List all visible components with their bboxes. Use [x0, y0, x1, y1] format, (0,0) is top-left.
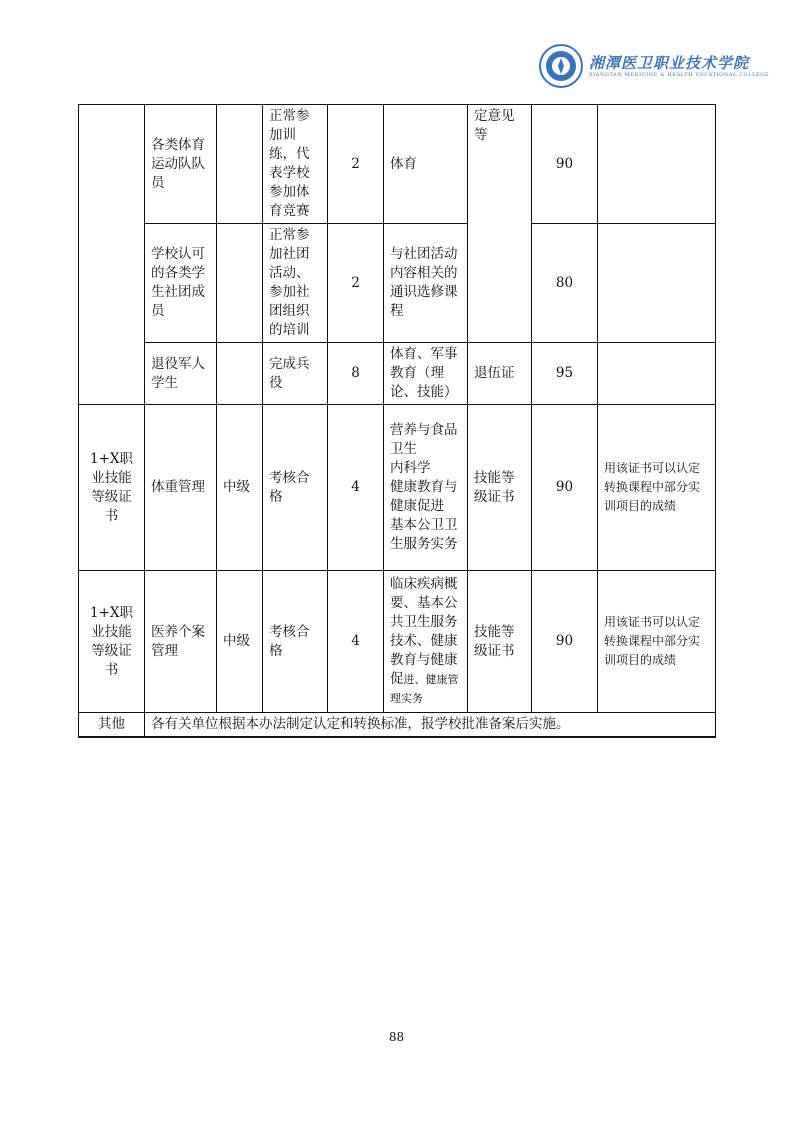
table-cell: 中级 — [217, 571, 263, 713]
table-row — [79, 224, 716, 343]
table-cell: 营养与食品卫生 内科学 健康教育与健康促进 基本公卫卫生服务实务 — [384, 405, 468, 571]
table-cell: 80 — [532, 224, 598, 343]
cell-text: 临床疾病概要、基本公共卫生服务技术、健康教育与健康促 — [390, 576, 458, 687]
table-cell: 90 — [532, 405, 598, 571]
table-cell: 用该证书可以认定转换课程中部分实训项目的成绩 — [598, 571, 716, 713]
table-cell: 2 — [328, 224, 384, 343]
table-cell: 考核合格 — [263, 405, 328, 571]
table-row — [79, 405, 716, 571]
table-cell: 1+X职业技能等级证书 — [79, 571, 145, 713]
table-cell: 95 — [532, 343, 598, 405]
table-cell: 体育、军事教育（理论、技能） — [384, 343, 468, 405]
table-cell: 4 — [328, 571, 384, 713]
page-number: 88 — [388, 1030, 405, 1044]
college-name: 湘潭医卫职业技术学院 — [589, 54, 750, 72]
table-cell — [217, 224, 263, 343]
table-cell: 考核合格 — [263, 571, 328, 713]
table-cell: 学校认可的各类学生社团成员 — [145, 224, 217, 343]
table-row — [79, 105, 716, 224]
table-cell: 退伍证 — [468, 343, 532, 405]
table-row — [79, 571, 716, 713]
table-cell: 正常参加社团活动、参加社团组织的培训 — [263, 224, 328, 343]
table-cell: 技能等级证书 — [468, 405, 532, 571]
table-cell — [217, 343, 263, 405]
table-cell: 医养个案管理 — [145, 571, 217, 713]
table-cell: 用该证书可以认定转换课程中部分实训项目的成绩 — [598, 405, 716, 571]
table-cell — [384, 571, 468, 713]
table-cell — [598, 105, 716, 224]
table-cell: 各类体育运动队队员 — [145, 105, 217, 224]
college-logo-icon — [539, 44, 583, 88]
table-cell: 其他 — [79, 713, 145, 738]
table-cell: 与社团活动内容相关的通识选修课程 — [384, 224, 468, 343]
table-cell: 体重管理 — [145, 405, 217, 571]
table-cell: 90 — [532, 571, 598, 713]
college-name-english: XIANGTAN MEDICINE & HEALTH VOCATIONAL COLLEGE — [589, 72, 770, 78]
table-cell: 技能等级证书 — [468, 571, 532, 713]
table-cell: 1+X职业技能等级证书 — [79, 405, 145, 571]
table-row — [79, 713, 716, 738]
table-cell: 退役军人学生 — [145, 343, 217, 405]
table-cell: 各有关单位根据本办法制定认定和转换标准，报学校批准备案后实施。 — [145, 713, 716, 738]
table-cell: 8 — [328, 343, 384, 405]
table-cell — [598, 343, 716, 405]
table-cell: 90 — [532, 105, 598, 224]
table-cell: 中级 — [217, 405, 263, 571]
table-cell: 定意见等 — [468, 105, 532, 343]
table-cell — [598, 224, 716, 343]
table-cell: 2 — [328, 105, 384, 224]
table-cell: 正常参加训练，代表学校参加体育竞赛 — [263, 105, 328, 224]
table-cell — [217, 105, 263, 224]
table-cell: 体育 — [384, 105, 468, 224]
credit-table — [78, 104, 716, 738]
table-cell: 完成兵役 — [263, 343, 328, 405]
table-cell — [79, 105, 145, 405]
table-cell: 4 — [328, 405, 384, 571]
cell-text-small: 进、健康管理实务 — [390, 673, 459, 705]
table-row — [79, 343, 716, 405]
page-header — [539, 44, 770, 90]
